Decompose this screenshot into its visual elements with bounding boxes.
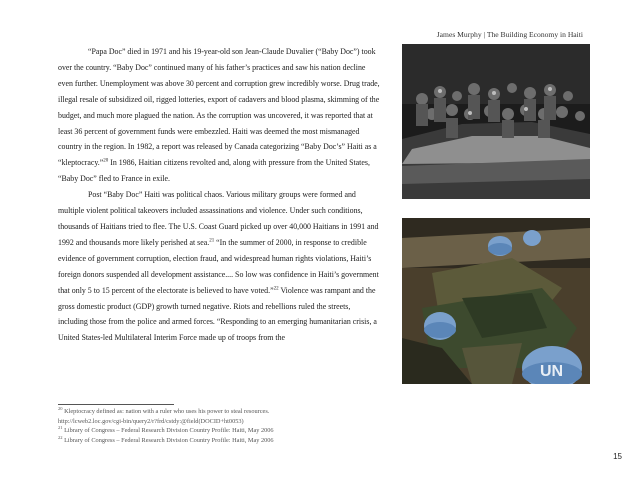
footnote-text: Library of Congress – Federal Research Division Country Profile: Haiti, May 2006 [62, 436, 274, 444]
footnote-divider [58, 404, 174, 405]
paragraph-text: In 1986, Haitian citizens revolted and, along with pressure from the United States, “Baby Doc” fled to France in exile. [58, 158, 370, 184]
footnote-number: 22 [58, 434, 63, 440]
footnote-ref[interactable]: 20 [103, 158, 109, 164]
footnote-ref[interactable]: 21 [209, 238, 215, 244]
running-header: James Murphy | The Building Economy in Haiti [436, 30, 583, 39]
footnote [58, 407, 378, 426]
footnote-text: http://lcweb2.loc.gov/cgi-bin/query2/r?frd/cstdy:@field(DOCID+ht0053) [58, 417, 244, 425]
paragraph-text: “Papa Doc” died in 1971 and his 19-year-old son Jean-Claude Duvalier (“Baby Doc”) took over the country. “Baby Doc” continued many of his father’s practices and saw his nation decline even further. Unemployment was above 30 percent and corruption grew incredibly worse. Drug trade, illegal resale of subsidized oil, rigged lotteries, export of cadavers and blood plasma, skimming of the budget, and much more plagued the nation. As the corruption was uncovered, it was reported that at least 36 percent of government funds were embezzled. Haiti was deemed the most mismanaged country in the region. In 1982, a report was released by Canada categorizing “Baby Doc’s” Haiti as a “kleptocracy.” [58, 47, 380, 168]
body-paragraph [58, 187, 380, 346]
footnote-text: Library of Congress – Federal Research Division Country Profile: Haiti, May 2006 [62, 427, 274, 434]
paragraph-text: Violence was rampant and the gross domestic product (GDP) growth turned negative. Riots and rebellions ruled the streets, including those from the police and armed forces. “Responding to an emerging humanitarian crisis, a United States-led Multilateral Interim Force made up of troops from the [58, 285, 377, 343]
footnote-ref[interactable]: 22 [273, 285, 279, 291]
un-helmet-text: UN [540, 363, 564, 380]
body-text [58, 44, 380, 346]
body-paragraph [58, 44, 380, 187]
footnote [58, 426, 378, 436]
paragraph-text: Post “Baby Doc” Haiti was political chaos. Various military groups were formed and multiple violent political takeovers included assassinations and violence. Under such conditions, thousands of Haitians tried to flee. The U.S. Coast Guard picked up over 40,000 Haitians in 1991 and 1992 and thousands more likely perished at sea. [58, 190, 379, 247]
footnote-number: 20 [58, 405, 63, 411]
footnote-text: Kleptocracy defined as: nation with a ruler who uses his power to steal resources. [62, 408, 270, 415]
boat-crowd-photo [402, 44, 590, 199]
un-peacekeepers-photo [402, 218, 590, 384]
footnote-number: 21 [58, 424, 63, 430]
page-number: 15 [613, 452, 622, 461]
paragraph-text: “In the summer of 2000, in response to credible evidence of government corruption, election fraud, and widespread human rights violations, Haiti’s foreign donors suspended all development assistance.... So low was confidence in Haiti’s government that only 5 to 15 percent of the electorate is believed to have voted.” [58, 237, 379, 295]
footnotes [58, 407, 378, 445]
footnote [58, 436, 378, 446]
